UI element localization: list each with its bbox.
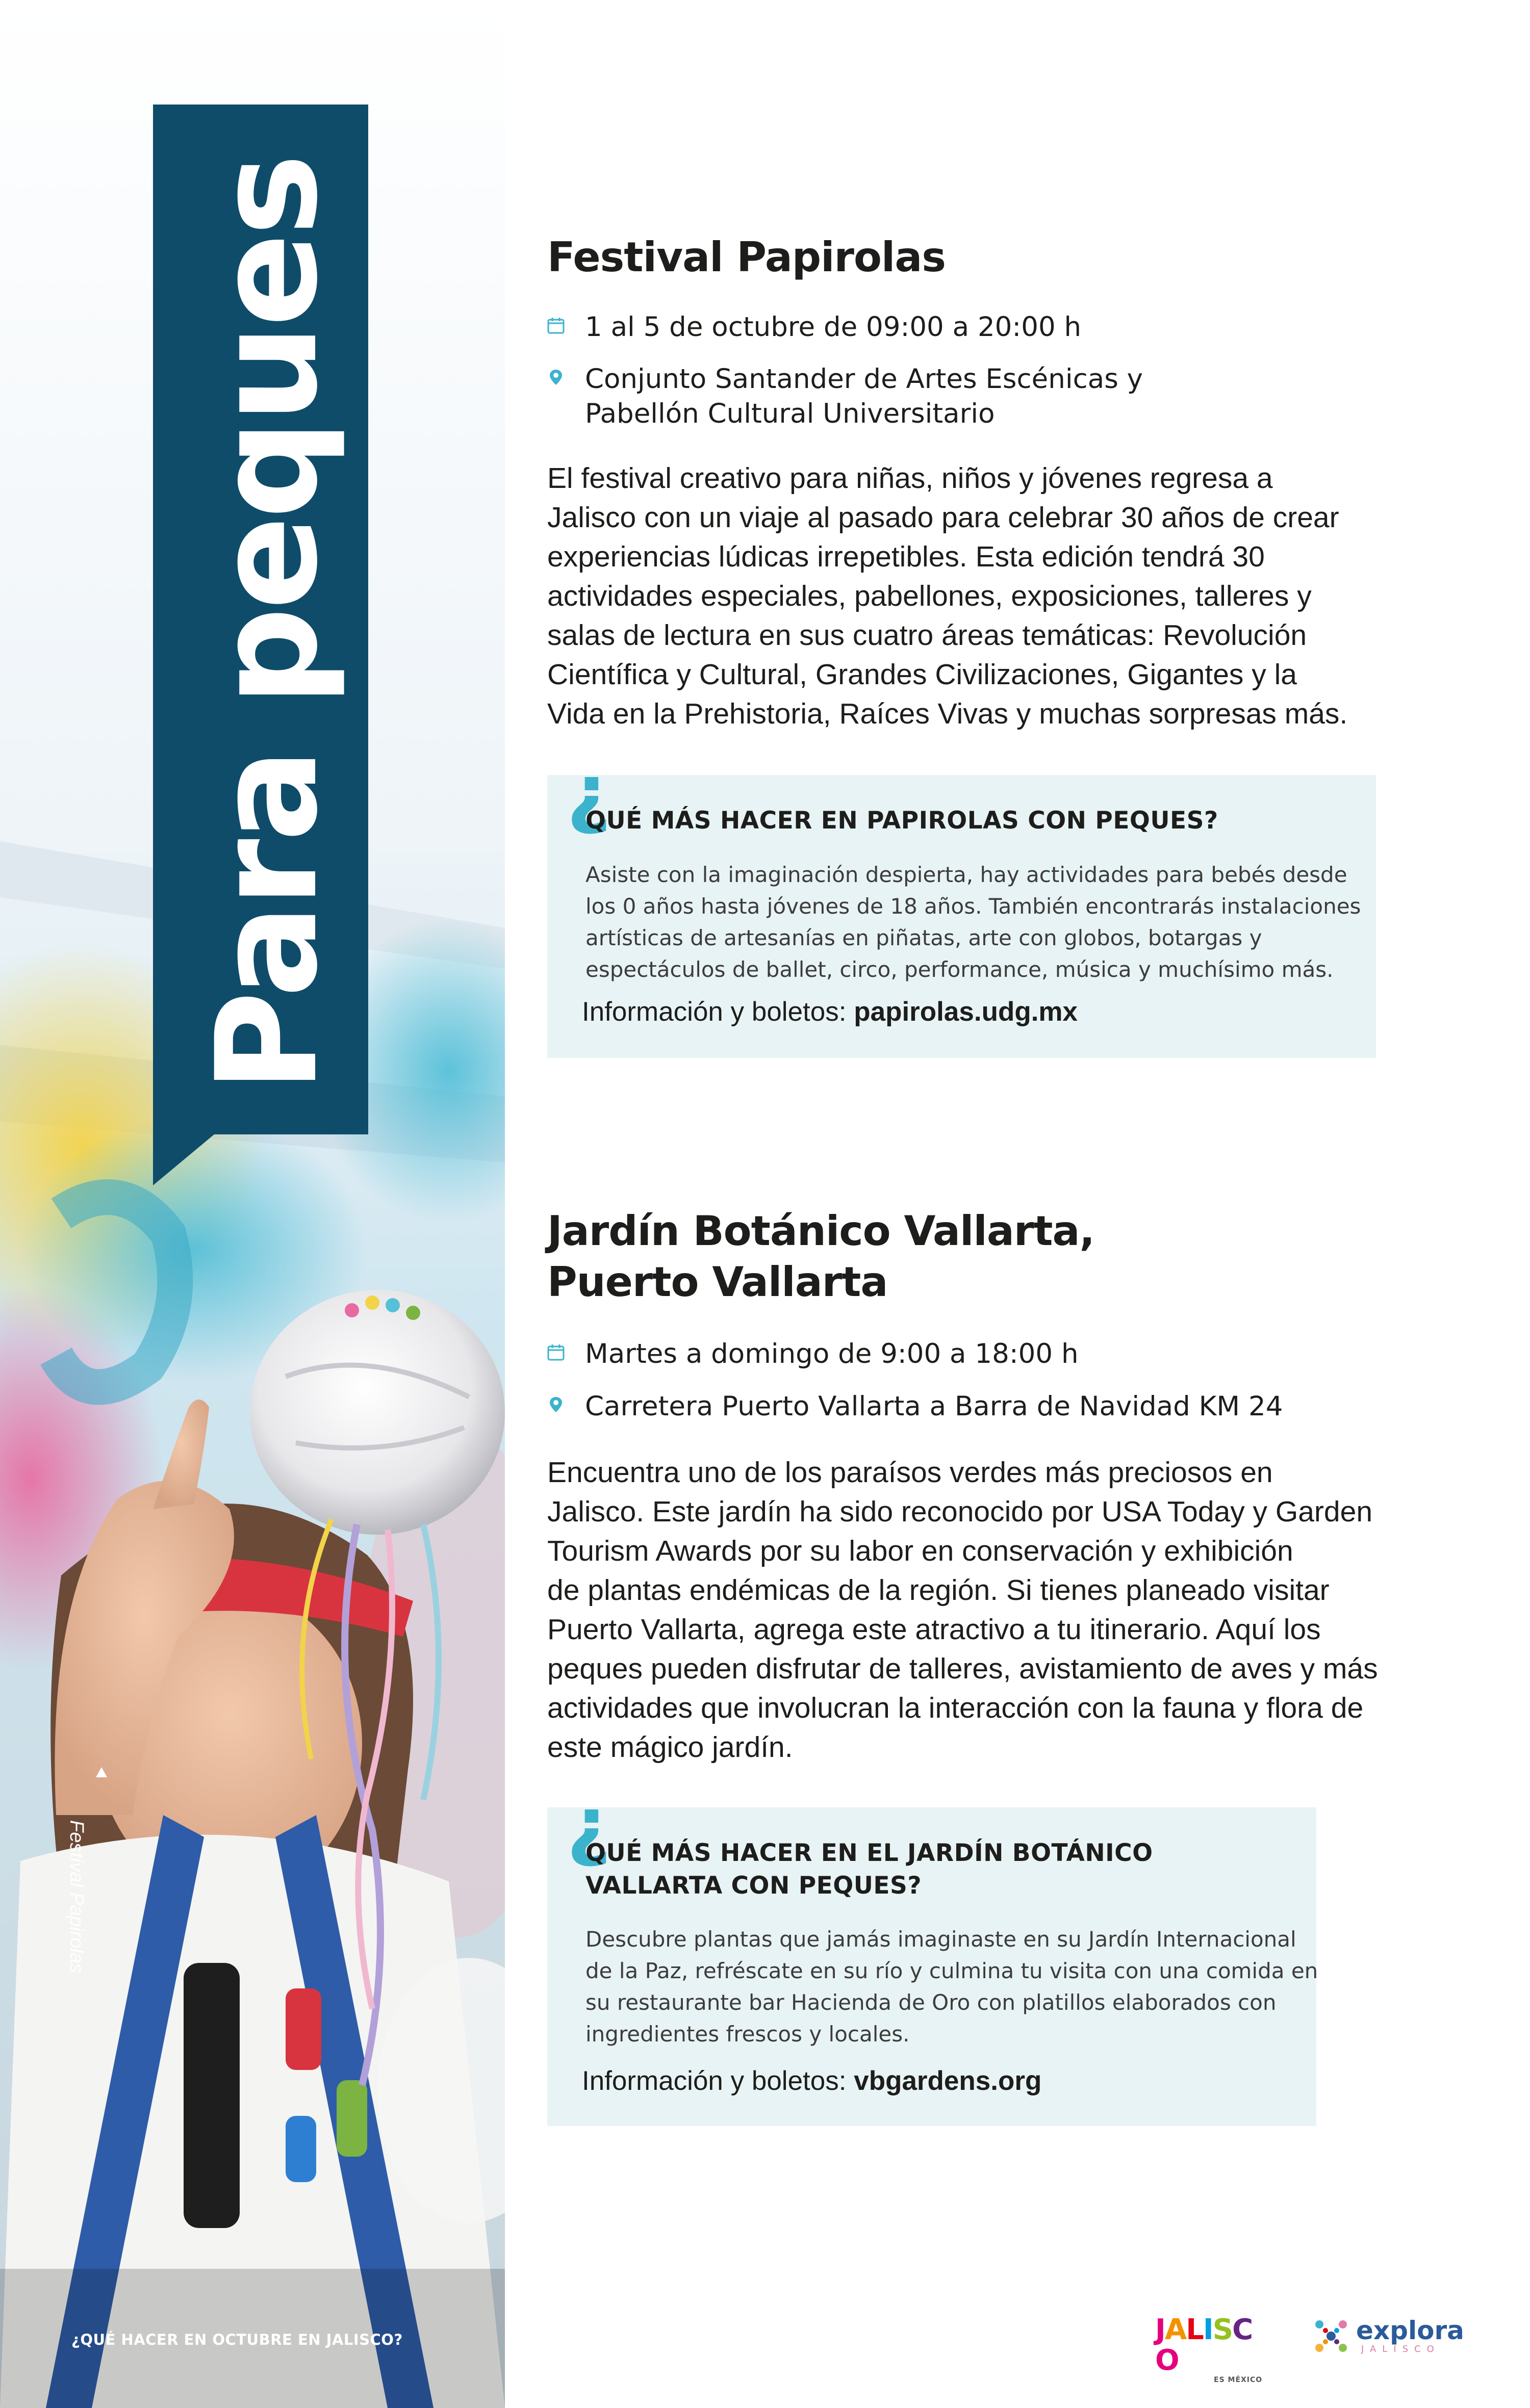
event-location-line: Pabellón Cultural Universitario	[585, 398, 995, 429]
explora-tagline: JALISCO	[1361, 2344, 1440, 2354]
event-date-text: 1 al 5 de octubre de 09:00 a 20:00 h	[585, 312, 1082, 343]
tips-box	[547, 1781, 1318, 2126]
event-title-line: Puerto Vallarta	[547, 1258, 888, 1306]
description-line: Jalisco. Este jardín ha sido reconocido por USA Today y Garden	[547, 1495, 1373, 1528]
explora-logo	[1313, 2317, 1464, 2354]
calendar-icon	[547, 317, 565, 334]
event-date	[547, 310, 1081, 345]
tips-body-line: de la Paz, refréscate en su río y culmina tu visita con una comida en	[585, 1958, 1318, 1983]
tips-box-title	[585, 805, 1218, 837]
event-location	[547, 362, 1143, 431]
event-location	[547, 1389, 1283, 1424]
calendar-icon	[547, 1343, 565, 1361]
tips-body-line: Descubre plantas que jamás imaginaste en su Jardín Internacional	[585, 1927, 1296, 1952]
tips-body-line: espectáculos de ballet, circo, performance, música y muchísimo más.	[585, 957, 1334, 982]
description-line: Encuentra uno de los paraísos verdes más preciosos en	[547, 1456, 1273, 1489]
logo-letter: I	[1203, 2313, 1213, 2346]
logo-letter: S	[1212, 2313, 1233, 2346]
description-line: Científica y Cultural, Grandes Civilizaciones, Gigantes y la	[547, 658, 1297, 691]
tips-box-title	[585, 1837, 1153, 1902]
tickets-info	[582, 994, 1078, 1030]
description-line: experiencias lúdicas irrepetibles. Esta edición tendrá 30	[547, 540, 1265, 573]
description-line: Jalisco con un viaje al pasado para celebrar 30 años de crear	[547, 501, 1339, 534]
tips-title-line: QUÉ MÁS HACER EN PAPIROLAS CON PEQUES?	[585, 807, 1218, 835]
description-line: este mágico jardín.	[547, 1731, 793, 1764]
tips-body-line: Asiste con la imaginación despierta, hay actividades para bebés desde	[585, 862, 1347, 887]
location-pin-icon	[547, 369, 565, 386]
tips-box-body	[585, 1924, 1318, 2050]
caption-arrow-icon	[96, 1767, 107, 1777]
description-line: peques pueden disfrutar de talleres, avistamiento de aves y más	[547, 1652, 1378, 1685]
question-mark-icon: ¿	[567, 1781, 611, 1870]
tickets-link[interactable]: vbgardens.org	[854, 2066, 1042, 2096]
description-line: actividades especiales, pabellones, exposiciones, talleres y	[547, 580, 1312, 612]
photo-caption: Festival Papirolas	[66, 1820, 87, 1973]
tickets-info	[582, 2063, 1041, 2099]
event-title: Festival Papirolas	[547, 234, 946, 281]
description-line: Tourism Awards por su labor en conservación y exhibición	[547, 1535, 1293, 1567]
event-title-line: Jardín Botánico Vallarta,	[547, 1207, 1094, 1255]
event-description	[547, 459, 1435, 734]
event-date	[547, 1337, 1079, 1371]
explora-x-icon	[1313, 2318, 1349, 2354]
description-line: de plantas endémicas de la región. Si tienes planeado visitar	[547, 1574, 1330, 1607]
event-location-line: Conjunto Santander de Artes Escénicas y	[585, 364, 1143, 395]
tips-title-line: VALLARTA CON PEQUES?	[585, 1872, 922, 1900]
tips-body-line: su restaurante bar Hacienda de Oro con platillos elaborados con	[585, 1990, 1277, 2015]
jalisco-logo	[1155, 2315, 1267, 2384]
logo-letter: L	[1186, 2313, 1203, 2346]
question-mark-icon: ¿	[567, 748, 611, 837]
tips-body-line: los 0 años hasta jóvenes de 18 años. También encontrarás instalaciones	[585, 894, 1361, 919]
event-title	[547, 1206, 1094, 1308]
jalisco-wordmark	[1155, 2315, 1267, 2376]
tips-body-line: ingredientes frescos y locales.	[585, 2022, 910, 2047]
section-title: Para peques	[187, 157, 348, 1093]
logo-letter: J	[1155, 2313, 1165, 2346]
tips-title-line: QUÉ MÁS HACER EN EL JARDÍN BOTÁNICO	[585, 1839, 1153, 1867]
explora-wordmark: explora	[1356, 2316, 1464, 2345]
description-line: actividades que involucran la interacción con la fauna y flora de	[547, 1692, 1364, 1724]
tickets-link[interactable]: papirolas.udg.mx	[854, 997, 1078, 1027]
tips-box-body	[585, 859, 1361, 986]
jalisco-tagline: ES MÉXICO	[1214, 2376, 1263, 2384]
event-location-line: Carretera Puerto Vallarta a Barra de Navidad KM 24	[585, 1391, 1283, 1422]
tickets-label: Información y boletos:	[582, 997, 847, 1027]
description-line: El festival creativo para niñas, niños y jóvenes regresa a	[547, 462, 1273, 495]
footer-magazine-title: ¿QUÉ HACER EN OCTUBRE EN JALISCO?	[71, 2331, 403, 2348]
event-description	[547, 1453, 1435, 1767]
tips-box	[547, 748, 1376, 1058]
tips-body-line: artísticas de artesanías en piñatas, arte con globos, botargas y	[585, 925, 1262, 950]
logo-letter: C	[1232, 2313, 1253, 2346]
description-line: salas de lectura en sus cuatro áreas temáticas: Revolución	[547, 619, 1307, 652]
event-date-text: Martes a domingo de 9:00 a 18:00 h	[585, 1338, 1079, 1369]
logo-letter: O	[1155, 2344, 1179, 2377]
description-line: Puerto Vallarta, agrega este atractivo a tu itinerario. Aquí los	[547, 1613, 1321, 1646]
description-line: Vida en la Prehistoria, Raíces Vivas y muchas sorpresas más.	[547, 697, 1348, 730]
logo-letter: A	[1164, 2313, 1186, 2346]
tickets-label: Información y boletos:	[582, 2066, 847, 2096]
location-pin-icon	[547, 1396, 565, 1413]
